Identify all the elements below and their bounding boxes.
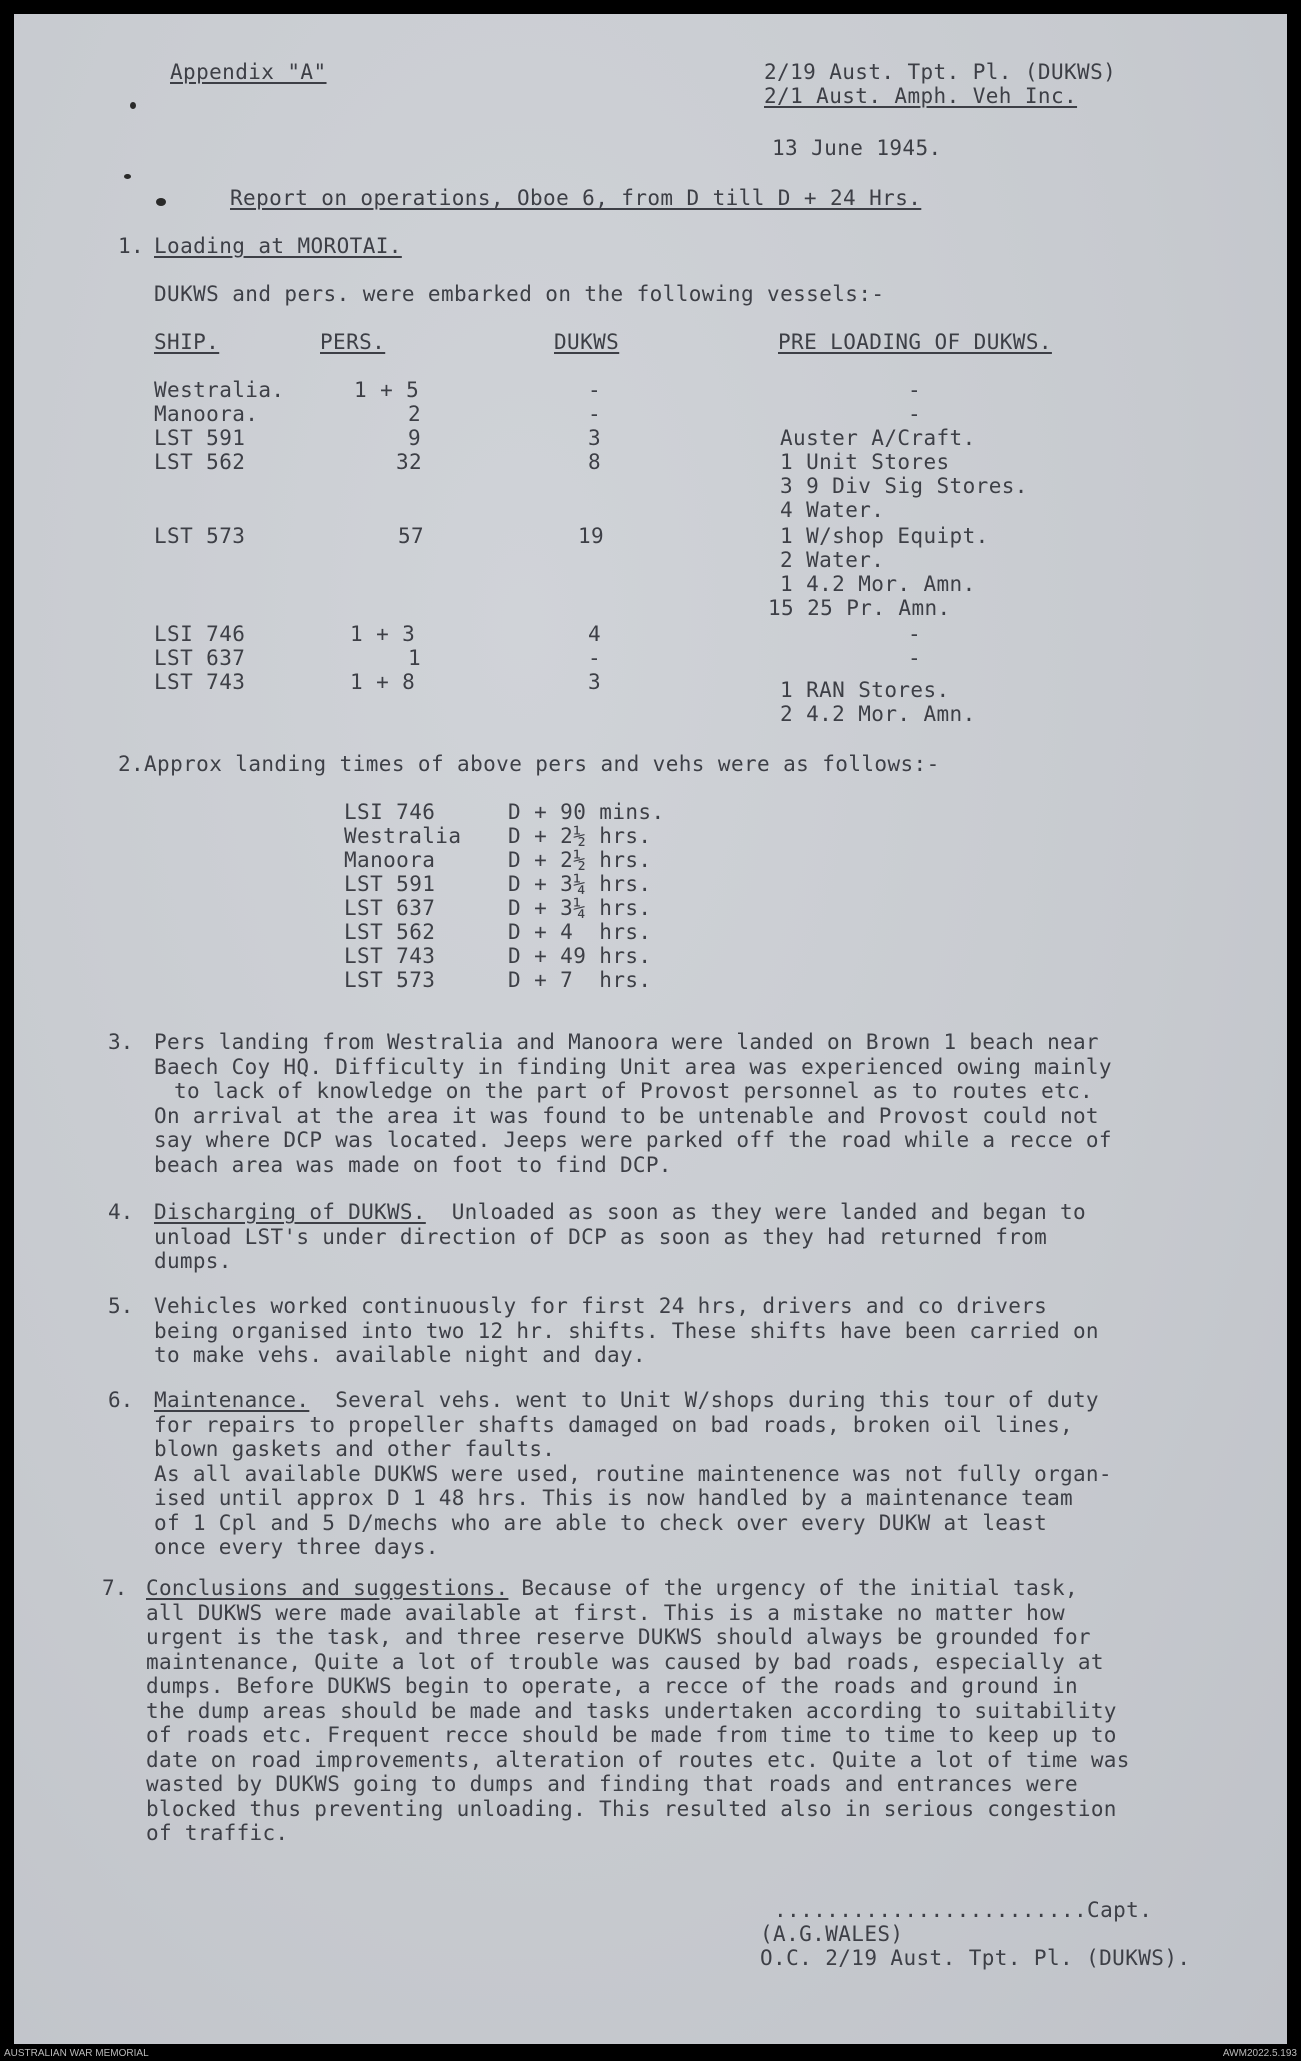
landing-time: D + 3¼ hrs. bbox=[508, 872, 652, 896]
landing-time: D + 4 hrs. bbox=[508, 920, 652, 944]
ship-pers: 1 bbox=[408, 646, 422, 670]
ink-mark bbox=[130, 102, 136, 109]
paragraph-line: dumps. Before DUKWS begin to operate, a recce of the roads and ground in bbox=[146, 1674, 1078, 1698]
unit-line-2: 2/1 Aust. Amph. Veh Inc. bbox=[764, 84, 1078, 108]
ship-preload: Auster A/Craft. bbox=[780, 426, 976, 450]
paragraph-line: for repairs to propeller shafts damaged on bad roads, broken oil lines, bbox=[154, 1412, 1073, 1437]
paragraph-line: On arrival at the area it was found to be untenable and Provost could not bbox=[154, 1103, 1099, 1128]
landing-time: D + 7 hrs. bbox=[508, 968, 652, 992]
ship-dukws: 4 bbox=[588, 622, 602, 646]
section-1-heading: Loading at MOROTAI. bbox=[154, 234, 402, 258]
ship-dukws: 3 bbox=[588, 670, 602, 694]
section-7-line1: Because of the urgency of the initial task, bbox=[508, 1576, 1078, 1600]
section-2-intro: Approx landing times of above pers and vehs were as follows:- bbox=[144, 752, 940, 776]
section-1-intro: DUKWS and pers. were embarked on the following vessels:- bbox=[154, 282, 885, 306]
ship-pers: 1 + 5 bbox=[354, 378, 420, 402]
paragraph-line: the dump areas should be made and tasks undertaken according to suitability bbox=[146, 1698, 1117, 1723]
section-4-paragraph bbox=[154, 1200, 1086, 1274]
ship-preload: 1 RAN Stores. bbox=[780, 678, 950, 702]
appendix-label: Appendix "A" bbox=[170, 60, 327, 84]
paragraph-line: Baech Coy HQ. Difficulty in finding Unit area was experienced owing mainly bbox=[154, 1054, 1112, 1079]
paragraph-line: of traffic. bbox=[146, 1821, 289, 1845]
ship-dukws: 8 bbox=[588, 450, 602, 474]
ship-preload: 2 4.2 Mor. Amn. bbox=[780, 702, 976, 726]
section-3-paragraph bbox=[154, 1030, 1112, 1177]
ship-pers: 9 bbox=[408, 426, 422, 450]
paragraph-line: of roads etc. Frequent recce should be made from time to time to keep up to bbox=[146, 1723, 1117, 1747]
section-6-heading: Maintenance. bbox=[154, 1388, 310, 1412]
ship-preload: - bbox=[908, 646, 922, 670]
ship-dukws: - bbox=[588, 378, 602, 402]
section-2-number: 2. bbox=[118, 752, 145, 776]
paragraph-line bbox=[146, 1576, 1130, 1601]
ship-pers: 57 bbox=[398, 524, 425, 548]
section-4-line1: Unloaded as soon as they were landed and began to bbox=[425, 1200, 1086, 1224]
ship-pers: 1 + 3 bbox=[350, 622, 416, 646]
ship-preload: - bbox=[908, 622, 922, 646]
signatory-name: (A.G.WALES) bbox=[760, 1922, 904, 1946]
paragraph-line: being organised into two 12 hr. shifts. These shifts have been carried on bbox=[154, 1318, 1099, 1343]
ship-name: LST 573 bbox=[154, 524, 246, 548]
signatory-title: O.C. 2/19 Aust. Tpt. Pl. (DUKWS). bbox=[760, 1946, 1191, 1970]
section-6-paragraph bbox=[154, 1388, 1112, 1560]
section-7-paragraph bbox=[146, 1576, 1130, 1846]
ship-dukws: 3 bbox=[588, 426, 602, 450]
paragraph-line: of 1 Cpl and 5 D/mechs who are able to check over every DUKW at least bbox=[154, 1510, 1048, 1535]
ship-pers: 32 bbox=[396, 450, 423, 474]
paragraph-line bbox=[154, 1200, 1086, 1225]
paragraph-line: Vehicles worked continuously for first 24 hrs, drivers and co drivers bbox=[154, 1294, 1048, 1318]
section-5-number: 5. bbox=[108, 1294, 134, 1318]
landing-ship: LST 591 bbox=[344, 872, 436, 896]
paragraph-line: to make vehs. available night and day. bbox=[154, 1343, 646, 1367]
paragraph-line bbox=[154, 1388, 1112, 1413]
paragraph-line: wasted by DUKWS going to dumps and finding that roads and entrances were bbox=[146, 1772, 1078, 1796]
ship-name: LST 743 bbox=[154, 670, 246, 694]
landing-ship: LSI 746 bbox=[344, 800, 436, 824]
paragraph-line: urgent is the task, and three reserve DUKWS should always be grounded for bbox=[146, 1625, 1091, 1649]
paragraph-line: date on road improvements, alteration of routes etc. Quite a lot of time was bbox=[146, 1747, 1130, 1772]
section-4-heading: Discharging of DUKWS. bbox=[154, 1200, 426, 1224]
ship-pers: 1 + 8 bbox=[350, 670, 416, 694]
ship-preload: 3 9 Div Sig Stores. bbox=[780, 474, 1028, 498]
paragraph-line: beach area was made on foot to find DCP. bbox=[154, 1152, 672, 1177]
ship-name: LST 637 bbox=[154, 646, 246, 670]
ship-preload: 15 25 Pr. Amn. bbox=[768, 596, 951, 620]
landing-time: D + 49 hrs. bbox=[508, 944, 652, 968]
section-4-number: 4. bbox=[108, 1200, 134, 1224]
ship-preload: 1 W/shop Equipt. bbox=[780, 524, 989, 548]
landing-ship: Manoora bbox=[344, 848, 436, 872]
ship-name: Westralia. bbox=[154, 378, 285, 402]
section-7-number: 7. bbox=[102, 1576, 128, 1600]
report-title: Report on operations, Oboe 6, from D till D + 24 Hrs. bbox=[230, 186, 922, 210]
section-6-line1: Several vehs. went to Unit W/shops during this tour of duty bbox=[309, 1388, 1099, 1412]
ship-pers: 2 bbox=[408, 402, 422, 426]
ship-dukws: 19 bbox=[578, 524, 605, 548]
section-6-number: 6. bbox=[108, 1388, 134, 1412]
landing-ship: Westralia bbox=[344, 824, 462, 848]
ship-preload: 1 Unit Stores bbox=[780, 450, 950, 474]
archive-label: AUSTRALIAN WAR MEMORIAL bbox=[4, 2048, 149, 2059]
section-7-heading: Conclusions and suggestions. bbox=[146, 1576, 509, 1600]
paragraph-line: maintenance, Quite a lot of trouble was caused by bad roads, especially at bbox=[146, 1649, 1104, 1674]
ship-preload: 2 Water. bbox=[780, 548, 885, 572]
landing-ship: LST 743 bbox=[344, 944, 436, 968]
paragraph-line: to lack of knowledge on the part of Provost personnel as to routes etc. bbox=[174, 1079, 1093, 1103]
section-5-paragraph bbox=[154, 1294, 1099, 1368]
paragraph-line: all DUKWS were made available at first. This is a mistake no matter how bbox=[146, 1600, 1065, 1625]
ink-mark bbox=[124, 174, 131, 179]
paragraph-line: blown gaskets and other faults. bbox=[154, 1437, 556, 1461]
paragraph-line: Pers landing from Westralia and Manoora were landed on Brown 1 beach near bbox=[154, 1030, 1099, 1054]
ink-mark bbox=[156, 198, 166, 206]
paragraph-line: dumps. bbox=[154, 1249, 232, 1273]
ship-preload: - bbox=[908, 402, 922, 426]
ship-name: LST 591 bbox=[154, 426, 246, 450]
ship-preload: 4 Water. bbox=[780, 498, 885, 522]
ship-preload: 1 4.2 Mor. Amn. bbox=[780, 572, 976, 596]
paragraph-line: once every three days. bbox=[154, 1535, 439, 1559]
ship-name: LST 562 bbox=[154, 450, 246, 474]
archive-reference: AWM2022.5.193 bbox=[1222, 2048, 1297, 2059]
paragraph-line: unload LST's under direction of DCP as soon as they had returned from bbox=[154, 1224, 1048, 1249]
landing-time: D + 90 mins. bbox=[508, 800, 665, 824]
section-1-number: 1. bbox=[118, 234, 145, 258]
unit-line-1: 2/19 Aust. Tpt. Pl. (DUKWS) bbox=[764, 60, 1117, 84]
col-header-dukws: DUKWS bbox=[554, 330, 620, 354]
col-header-ship: SHIP. bbox=[154, 330, 220, 354]
landing-time: D + 2½ hrs. bbox=[508, 824, 652, 848]
paragraph-line: As all available DUKWS were used, routine maintenence was not fully organ- bbox=[154, 1461, 1112, 1486]
paragraph-line: say where DCP was located. Jeeps were parked off the road while a recce of bbox=[154, 1128, 1112, 1152]
ship-name: LSI 746 bbox=[154, 622, 246, 646]
ship-preload: - bbox=[908, 378, 922, 402]
paragraph-line: ised until approx D 1 48 hrs. This is now handled by a maintenance team bbox=[154, 1486, 1073, 1510]
landing-time: D + 3¼ hrs. bbox=[508, 896, 652, 920]
paragraph-line: blocked thus preventing unloading. This resulted also in serious congestion bbox=[146, 1796, 1117, 1821]
section-3-number: 3. bbox=[108, 1030, 134, 1054]
ship-name: Manoora. bbox=[154, 402, 259, 426]
document-page bbox=[14, 14, 1287, 2044]
landing-ship: LST 637 bbox=[344, 896, 436, 920]
ship-dukws: - bbox=[588, 646, 602, 670]
landing-ship: LST 562 bbox=[344, 920, 436, 944]
col-header-preloading: PRE LOADING OF DUKWS. bbox=[778, 330, 1052, 354]
col-header-pers: PERS. bbox=[320, 330, 386, 354]
landing-ship: LST 573 bbox=[344, 968, 436, 992]
report-date: 13 June 1945. bbox=[772, 136, 942, 160]
ship-dukws: - bbox=[588, 402, 602, 426]
landing-time: D + 2½ hrs. bbox=[508, 848, 652, 872]
signature-line: ........................Capt. bbox=[774, 1898, 1153, 1922]
